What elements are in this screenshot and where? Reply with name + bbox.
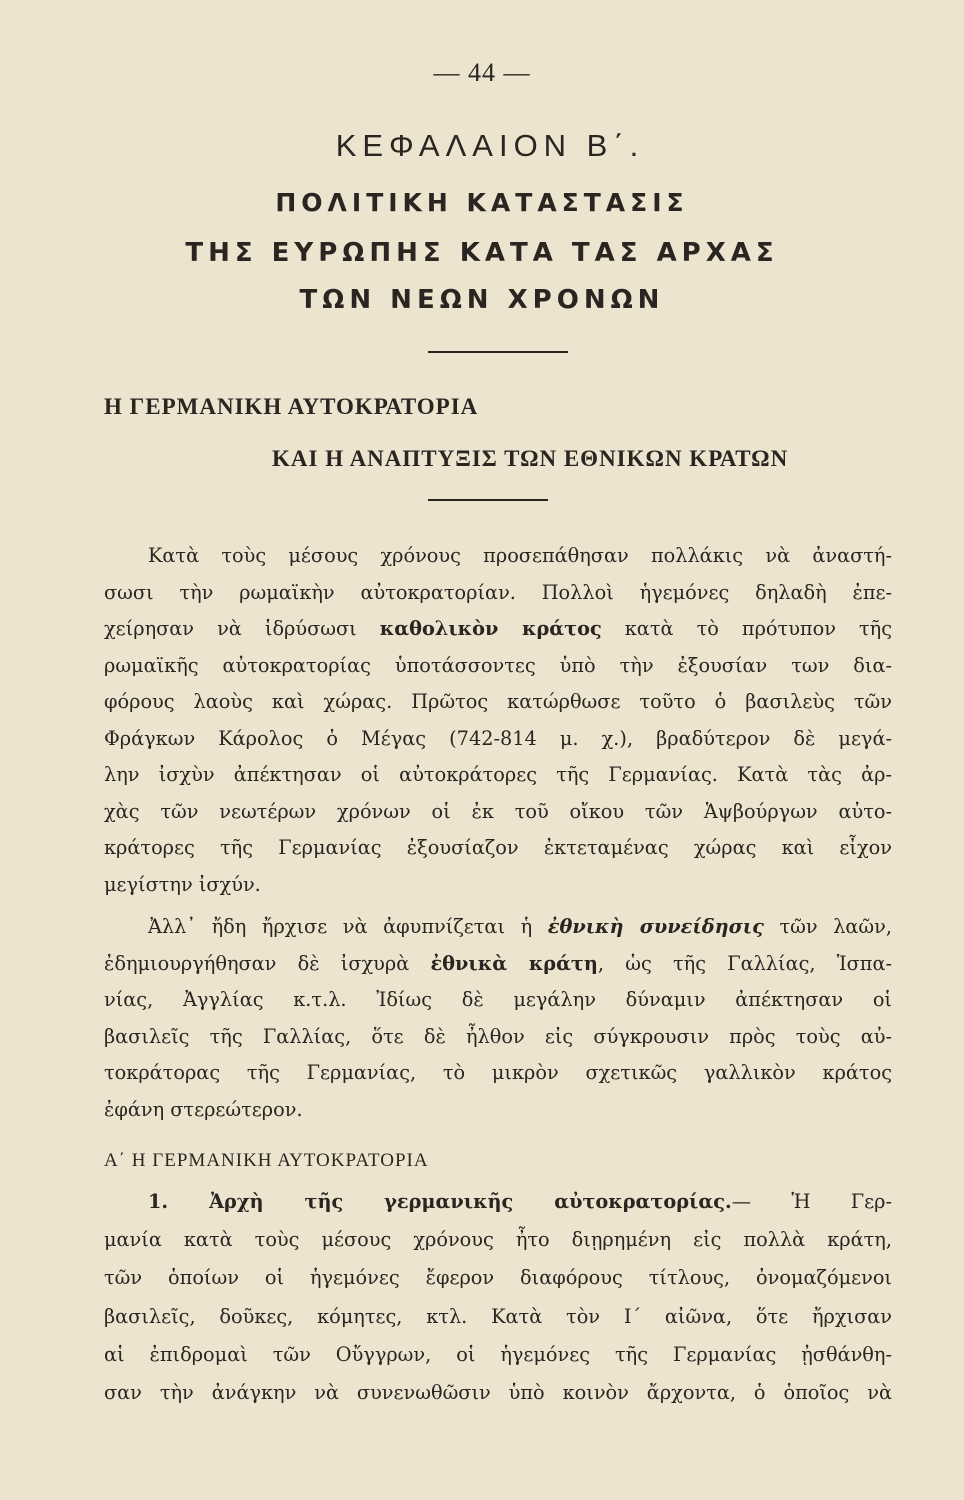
- text-line: [104, 946, 892, 983]
- text-line: βασιλεῖς, δοῦκες, κόμητες, κτλ. Κατὰ τὸν Ι΄ αἰῶνα, ὅτε ἤρχισαν: [104, 1304, 892, 1328]
- text-line: τῶν ὁποίων οἱ ἡγεμόνες ἔφερον διαφόρους τίτλους, ὀνομαζόμενοι: [104, 1266, 892, 1290]
- paragraph-3: [104, 1183, 892, 1412]
- divider-rule-top: [428, 351, 568, 353]
- subtitle-line-1: Η ΓΕΡΜΑΝΙΚΗ ΑΥΤΟΚΡΑΤΟΡΙΑ: [104, 394, 479, 419]
- title-line-2: ΤΗΣ ΕΥΡΩΠΗΣ ΚΑΤΑ ΤΑΣ ΑΡΧΑΣ: [185, 238, 779, 268]
- emphasis-term: καθολικὸν κράτος: [379, 617, 602, 640]
- text-line: [104, 1183, 892, 1221]
- section-number: 1.: [148, 1190, 210, 1213]
- text-line: [104, 909, 892, 946]
- section-heading: Α΄ Η ΓΕΡΜΑΝΙΚΗ ΑΥΤΟΚΡΑΤΟΡΙΑ: [104, 1150, 429, 1171]
- text-span: , ὡς τῆς Γαλλίας, Ἱσπα-: [597, 951, 892, 975]
- text-line: φόρους λαοὺς καὶ χώρας. Πρῶτος κατώρθωσε τοῦτο ὁ βασιλεὺς τῶν: [104, 690, 892, 713]
- text-line: τοκράτορας τῆς Γερμανίας, τὸ μικρὸν σχετικῶς γαλλικὸν κράτος: [104, 1061, 892, 1084]
- text-span: ἐδημιουργήθησαν δὲ ἰσχυρὰ: [104, 951, 431, 975]
- section-title: Ἀρχὴ τῆς γερμανικῆς αὐτοκρατορίας.: [209, 1190, 732, 1213]
- text-line: Κατὰ τοὺς μέσους χρόνους προσεπάθησαν πολλάκις νὰ ἀναστή-: [148, 544, 892, 567]
- text-span: χείρησαν νὰ ἱδρύσωσι: [104, 617, 380, 640]
- text-line: αἱ ἐπιδρομαὶ τῶν Οὔγγρων, οἱ ἡγεμόνες τῆς Γερμανίας ᾐσθάνθη-: [104, 1342, 892, 1366]
- text-line: σωσι τὴν ρωμαϊκὴν αὐτοκρατορίαν. Πολλοὶ ἡγεμόνες δηλαδὴ ἐπε-: [104, 580, 892, 604]
- title-line-1: ΠΟΛΙΤΙΚΗ ΚΑΤΑΣΤΑΣΙΣ: [275, 188, 689, 217]
- text-line: νίας, Ἀγγλίας κ.τ.λ. Ἰδίως δὲ μεγάλην δύναμιν ἀπέκτησαν οἱ: [104, 988, 892, 1011]
- text-line: μανία κατὰ τοὺς μέσους χρόνους ἦτο διῃρημένη εἰς πολλὰ κράτη,: [104, 1228, 892, 1252]
- text-line: σαν τὴν ἀνάγκην νὰ συνενωθῶσιν ὑπὸ κοινὸν ἄρχοντα, ὁ ὁποῖος νὰ: [104, 1380, 892, 1404]
- text-line: χὰς τῶν νεωτέρων χρόνων οἱ ἐκ τοῦ οἴκου τῶν Ἁψβούργων αὐτο-: [104, 799, 892, 823]
- text-line: βασιλεῖς τῆς Γαλλίας, ὅτε δὲ ἦλθον εἰς σύγκρουσιν πρὸς τοὺς αὐ-: [104, 1024, 892, 1048]
- chapter-heading: ΚΕΦΑΛΑΙΟΝ Β΄.: [335, 128, 645, 163]
- text-line: ρωμαϊκῆς αὐτοκρατορίας ὑποτάσσοντες ὑπὸ τὴν ἐξουσίαν των δια-: [104, 653, 892, 677]
- text-line: Φράγκων Κάρολος ὁ Μέγας (742-814 μ. χ.), βραδύτερον δὲ μεγά-: [104, 726, 892, 750]
- emphasis-term: ἐθνικὰ κράτη: [430, 951, 598, 975]
- text-line: ἐφάνη στερεώτερον.: [104, 1097, 303, 1121]
- text-span: τῶν λαῶν,: [763, 915, 892, 938]
- title-line-3: ΤΩΝ ΝΕΩΝ ΧΡΟΝΩΝ: [299, 285, 665, 315]
- text-span: — Ἡ Γερ-: [731, 1190, 892, 1213]
- emphasis-term: ἐθνικὴ συνείδησις: [547, 915, 764, 938]
- text-line: μεγίστην ἰσχύν.: [104, 872, 261, 896]
- divider-rule-bottom: [428, 499, 548, 501]
- subtitle-line-2: ΚΑΙ Η ΑΝΑΠΤΥΞΙΣ ΤΩΝ ΕΘΝΙΚΩΝ ΚΡΑΤΩΝ: [272, 446, 789, 471]
- text-span: Ἀλλ᾽ ἤδη ἤρχισε νὰ ἀφυπνίζεται ἡ: [148, 915, 548, 938]
- text-span: κατὰ τὸ πρότυπον τῆς: [601, 617, 892, 640]
- page-number: — 44 —: [433, 58, 531, 87]
- text-line: λην ἰσχὺν ἀπέκτησαν οἱ αὐτοκράτορες τῆς Γερμανίας. Κατὰ τὰς ἀρ-: [104, 763, 892, 786]
- text-line: κράτορες τῆς Γερμανίας ἐξουσίαζον ἐκτεταμένας χώρας καὶ εἶχον: [104, 836, 892, 859]
- paragraph-2: [104, 909, 892, 1128]
- paragraph-1: [104, 538, 892, 903]
- text-line: [104, 611, 892, 648]
